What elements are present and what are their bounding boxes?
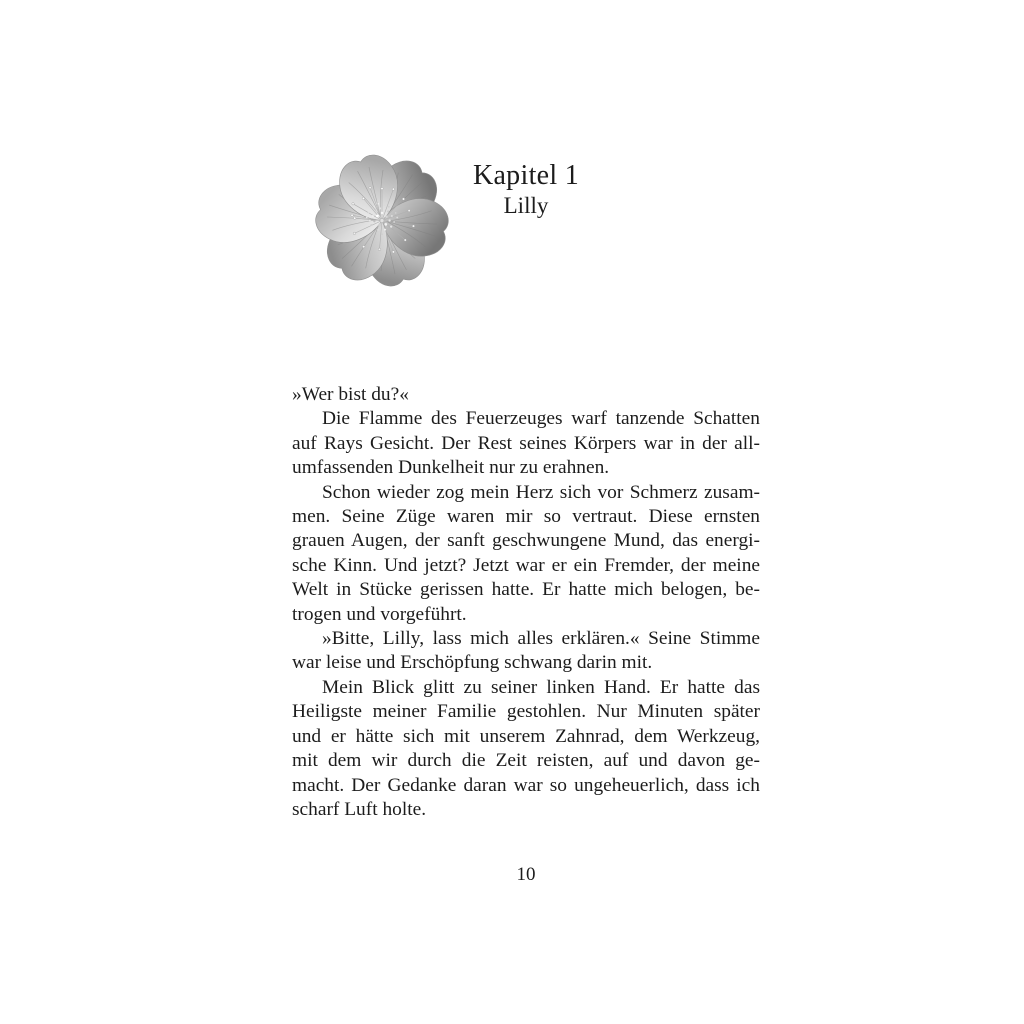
- text-line: macht. Der Gedanke daran war so ungeheuerlich, dass ich: [292, 774, 760, 796]
- text-line: »Wer bist du?«: [292, 384, 409, 405]
- text-line: trogen und vorgeführt.: [292, 603, 467, 625]
- paragraph: [292, 383, 760, 407]
- page-number: 10: [516, 864, 536, 885]
- text-line: und er hätte sich mit unserem Zahnrad, dem Werkzeug,: [292, 725, 760, 747]
- paragraph: [292, 676, 760, 822]
- text-line: sche Kinn. Und jetzt? Jetzt war er ein Fremder, der meine: [292, 554, 760, 576]
- text-line: Mein Blick glitt zu seiner linken Hand. Er hatte das: [322, 676, 760, 698]
- text-line: umfassenden Dunkelheit nur zu erahnen.: [292, 457, 610, 479]
- chapter-title: Kapitel 1: [472, 160, 580, 191]
- text-line: Schon wieder zog mein Herz sich vor Schmerz zusam-: [322, 481, 760, 503]
- text-line: Die Flamme des Feuerzeuges warf tanzende Schatten: [322, 408, 760, 430]
- text-line: mit dem wir durch die Zeit reisten, auf und davon ge-: [292, 750, 760, 772]
- text-line: auf Rays Gesicht. Der Rest seines Körpers war in der all-: [292, 432, 760, 454]
- text-line: men. Seine Züge waren mir so vertraut. Diese ernsten: [292, 506, 760, 528]
- body-text: [292, 383, 760, 822]
- chapter-header: [292, 160, 760, 220]
- text-line: scharf Luft holte.: [292, 798, 427, 820]
- text-line: Heiligste meiner Familie gestohlen. Nur Minuten später: [292, 701, 760, 723]
- text-line: Welt in Stücke gerissen hatte. Er hatte mich belogen, be-: [292, 579, 760, 601]
- paragraph: [292, 627, 760, 676]
- text-line: war leise und Erschöpfung schwang darin mit.: [292, 652, 653, 674]
- paragraph: [292, 481, 760, 627]
- text-line: »Bitte, Lilly, lass mich alles erklären.« Seine Stimme: [322, 628, 760, 650]
- paragraph: [292, 407, 760, 480]
- text-line: grauen Augen, der sanft geschwungene Mund, das energi-: [292, 530, 760, 552]
- chapter-subtitle: Lilly: [503, 193, 549, 218]
